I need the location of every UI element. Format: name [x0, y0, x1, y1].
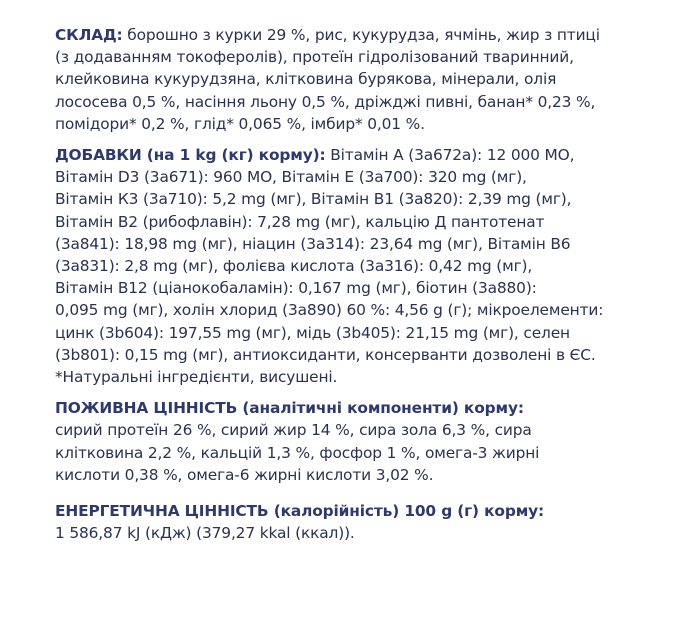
composition-heading: СКЛАД:: [55, 26, 123, 44]
additives-line-8: 0,095 mg (мг), холін хлорид (3а890) 60 %: 4,56 g (г); мікроелементи:: [55, 301, 604, 320]
additives-text: Вітамін А (3а672а): 12 000 МО,: [325, 146, 575, 165]
natural-ingredients-note: *Натуральні інгредієнти, висушені.: [55, 368, 338, 387]
additives-line-2: Вітамін D3 (3а671): 960 МО, Вітамін Е (3а700): 320 mg (мг),: [55, 168, 527, 187]
energy-section: [55, 500, 665, 544]
nutrition-line-2: клітковина 2,2 %, кальцій 1,3 %, фосфор 1 %, омега-3 жирні: [55, 443, 540, 462]
additives-section: [55, 144, 665, 388]
composition-line-3: клейковина кукурудзяна, клітковина бурякова, мінерали, олія: [55, 70, 557, 89]
composition-line-4: лососева 0,5 %, насіння льону 0,5 %, дріжджі пивні, банан* 0,23 %,: [55, 92, 596, 111]
composition-line-2: (з додаванням токоферолів), протеїн гідролізований тваринний,: [55, 48, 574, 67]
nutrition-line-1: сирий протеїн 26 %, сирий жир 14 %, сира зола 6,3 %, сира: [55, 421, 532, 440]
nutrition-section: [55, 397, 665, 486]
additives-line-5: (3а841): 18,98 mg (мг), ніацин (3а314): 23,64 mg (мг), Вітамін В6: [55, 234, 571, 253]
additives-line-9: цинк (3b604): 197,55 mg (мг), мідь (3b405): 21,15 mg (мг), селен: [55, 323, 570, 342]
composition-line-5: помідори* 0,2 %, глід* 0,065 %, імбир* 0,01 %.: [55, 114, 425, 133]
energy-value: 1 586,87 kJ (кДж) (379,27 kkal (ккал)).: [55, 524, 355, 543]
nutrition-line-3: кислоти 0,38 %, омега-6 жирні кислоти 3,02 %.: [55, 465, 434, 484]
additives-line-1: [55, 144, 665, 166]
composition-text: борошно з курки 29 %, рис, кукурудза, ячмінь, жир з птиці: [122, 26, 600, 44]
additives-line-7: Вітамін В12 (ціанокобаламін): 0,167 mg (мг), біотин (3а880):: [55, 279, 537, 298]
composition-line-1: [55, 24, 665, 46]
additives-line-3: Вітамін К3 (3а710): 5,2 mg (мг), Вітамін В1 (3а820): 2,39 mg (мг),: [55, 190, 572, 209]
additives-heading: ДОБАВКИ (на 1 kg (кг) корму):: [55, 146, 326, 165]
nutrition-heading: ПОЖИВНА ЦІННІСТЬ (аналітичні компоненти) корму:: [55, 399, 524, 418]
energy-heading: ЕНЕРГЕТИЧНА ЦІННІСТЬ (калорійність) 100 g (г) корму:: [55, 502, 545, 521]
additives-line-10: (3b801): 0,15 mg (мг), антиоксиданти, консерванти дозволені в ЄС.: [55, 345, 596, 364]
composition-section: [55, 24, 665, 135]
additives-line-6: (3а831): 2,8 mg (мг), фолієва кислота (3а316): 0,42 mg (мг),: [55, 257, 533, 276]
additives-line-4: Вітамін В2 (рибофлавін): 7,28 mg (мг), кальцію Д пантотенат: [55, 212, 545, 231]
feed-label-text: [55, 24, 665, 553]
